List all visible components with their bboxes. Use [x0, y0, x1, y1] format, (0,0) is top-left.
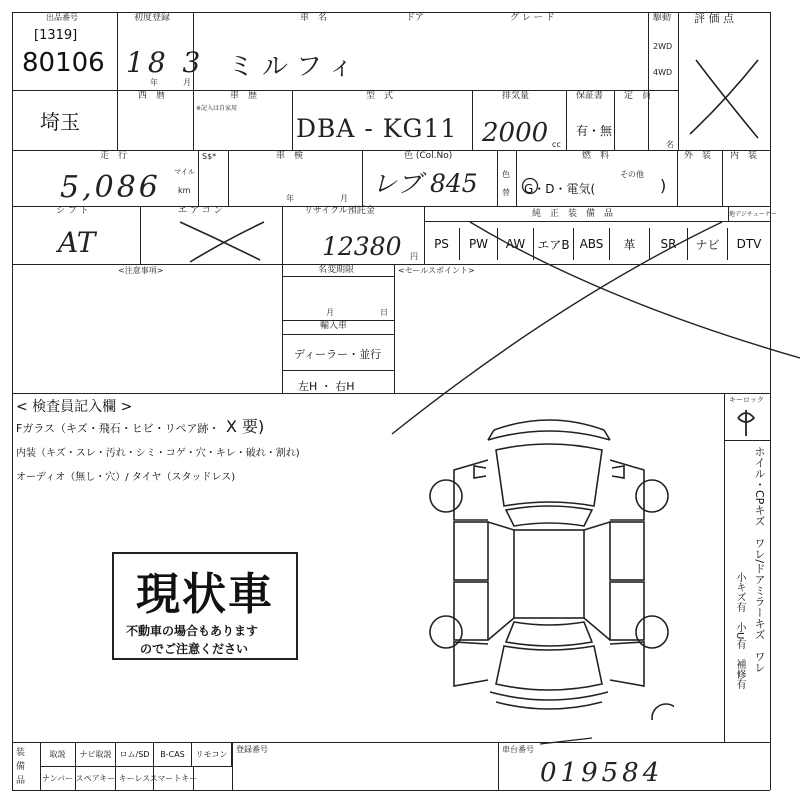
- inspector-line-3: オーディオ（無し・穴）/ タイヤ（スタッドレス): [16, 472, 236, 483]
- option-leather: 革: [610, 228, 650, 260]
- option-navi: ナビ: [688, 228, 728, 260]
- score-label: 評 価 点: [694, 12, 734, 25]
- inspector-line-2: 内装（キズ・スレ・汚れ・シミ・コゲ・穴・キレ・破れ・割れ): [16, 448, 300, 459]
- inspection-label: 車 歴: [230, 91, 258, 101]
- chassis-label: 車台番号: [502, 745, 534, 754]
- option-dtv: DTV: [736, 237, 762, 251]
- damage-legend-2: 小キズ有 小U有 補修有: [734, 572, 745, 690]
- name-change-month: 月: [326, 308, 334, 317]
- car-damage-diagram: [424, 410, 674, 720]
- stamp-title: 現状車: [136, 569, 274, 620]
- stamp-line-2: のでご注意ください: [140, 642, 249, 656]
- option-abs: ABS: [574, 228, 610, 260]
- option-airbag: エアB: [534, 228, 574, 260]
- yen-unit: 円: [410, 252, 418, 261]
- shaken-year: 年: [286, 194, 294, 203]
- top-label: 出品番号: [46, 13, 78, 22]
- option-pw: PW: [460, 228, 498, 260]
- key-lock-mark: [730, 406, 764, 438]
- color-change-1: 色: [502, 170, 510, 179]
- sd-label: S$*: [202, 152, 217, 161]
- fuel-close: ): [660, 176, 667, 195]
- accessory-remote: リモコン: [192, 742, 232, 766]
- accessory-bcas: B-CAS: [154, 742, 192, 766]
- color-value: レブ 845: [372, 169, 478, 198]
- inspection-note: ※記入は自家用: [196, 105, 238, 112]
- accessory-rom-sd: ロム/SD: [116, 742, 154, 766]
- import-label: 輸入車: [320, 321, 348, 331]
- stamp-line-1: 不動車の場合もあります: [126, 624, 259, 638]
- first-registration-label: 初度登録: [134, 13, 171, 23]
- caution-label: <注意事項>: [118, 266, 164, 275]
- fuel-other: その他: [620, 170, 644, 179]
- shaken-label: 車 検: [276, 151, 304, 161]
- chassis-value: 019584: [540, 758, 664, 788]
- accessory-spare-key: スペアキー: [76, 766, 116, 790]
- mileage-unit-km: km: [178, 186, 191, 195]
- import-value: ディーラー・並行: [294, 348, 382, 361]
- mileage-label: 走 行: [100, 151, 128, 161]
- aircon-label: エ ア コ ン: [178, 206, 223, 216]
- drive-label: 駆動: [653, 13, 672, 23]
- first-registration-value: 18 3: [126, 46, 205, 79]
- accessory-keyless: キーレス: [116, 766, 154, 790]
- as-is-stamp: [112, 552, 298, 660]
- steering-value: 左H ・ 右H: [298, 380, 355, 393]
- drive-4wd: 4WD: [653, 68, 673, 77]
- accessories-label: 装 備 品: [16, 748, 35, 786]
- fuel-label: 燃 料: [582, 151, 610, 161]
- option-sunroof: SR: [650, 228, 688, 260]
- drive-2wd: 2WD: [653, 42, 673, 51]
- model-label: 型 式: [366, 91, 394, 101]
- key-lock-label: キーロック: [729, 396, 764, 404]
- shift-label: シ フ ト: [56, 206, 89, 216]
- interior-label: 内 装: [730, 151, 758, 161]
- inspector-line-1-mark: X 要): [226, 417, 265, 436]
- name-change-label: 名変期限: [318, 265, 355, 275]
- accessory-smart-key: スマートキー: [154, 766, 194, 790]
- displacement-value: 2000: [482, 118, 549, 148]
- capacity-label: 定 員: [624, 91, 652, 101]
- lot-prefix: [1319]: [34, 28, 78, 43]
- inspector-line-1: Fガラス（キズ・飛石・ヒビ・リペア跡・: [16, 422, 220, 435]
- equipment-label: 純 正 装 備 品: [532, 209, 614, 219]
- reg-number-label: 登録番号: [236, 745, 268, 754]
- door-label: ドア: [406, 13, 424, 23]
- car-name-value: ミルフィ: [228, 52, 362, 82]
- mileage-value: 5,086: [60, 170, 161, 205]
- history-label: 西 暦: [138, 91, 166, 101]
- name-change-day: 日: [380, 308, 388, 317]
- accessory-manual: 取説: [40, 742, 76, 766]
- region-value: 埼玉: [40, 110, 80, 134]
- warranty-value: 有・無: [576, 124, 613, 138]
- recycle-value: 12380: [322, 232, 402, 261]
- car-name-label: 車 名: [300, 13, 328, 23]
- displacement-label: 排気量: [502, 91, 530, 101]
- selling-points-label: <セールスポイント>: [398, 266, 475, 275]
- shift-value: AT: [58, 226, 96, 259]
- fuel-value: G・D・電気(: [524, 182, 596, 196]
- recycle-label: リサイクル預託金: [304, 206, 375, 216]
- cc-unit: cc: [552, 140, 561, 149]
- option-aw: AW: [498, 228, 534, 260]
- color-change-2: 替: [502, 188, 510, 197]
- lot-number: 80106: [22, 48, 105, 78]
- damage-legend-1: ホイル・CPキズ ワレ/ドアミラーキズ ワレ: [753, 446, 766, 674]
- mileage-unit-mile: マイル: [174, 168, 195, 176]
- grade-label: グ レ ー ド: [510, 13, 555, 23]
- inspector-title: < 検査員記入欄 >: [16, 399, 133, 415]
- accessory-navi-manual: ナビ取説: [76, 742, 116, 766]
- accessory-plate: ナンバー: [40, 766, 76, 790]
- color-label: 色 (Col.No): [404, 151, 453, 161]
- warranty-label: 保証書: [576, 91, 604, 101]
- option-ps: PS: [424, 228, 460, 260]
- model-value: DBA - KG11: [296, 114, 458, 143]
- exterior-label: 外 装: [684, 151, 712, 161]
- year-unit: 年: [150, 78, 158, 87]
- shaken-month: 月: [340, 194, 348, 203]
- navi-tuner-label: 地デジチューナー: [729, 211, 777, 218]
- capacity-unit: 名: [666, 140, 674, 149]
- month-unit: 月: [183, 78, 191, 87]
